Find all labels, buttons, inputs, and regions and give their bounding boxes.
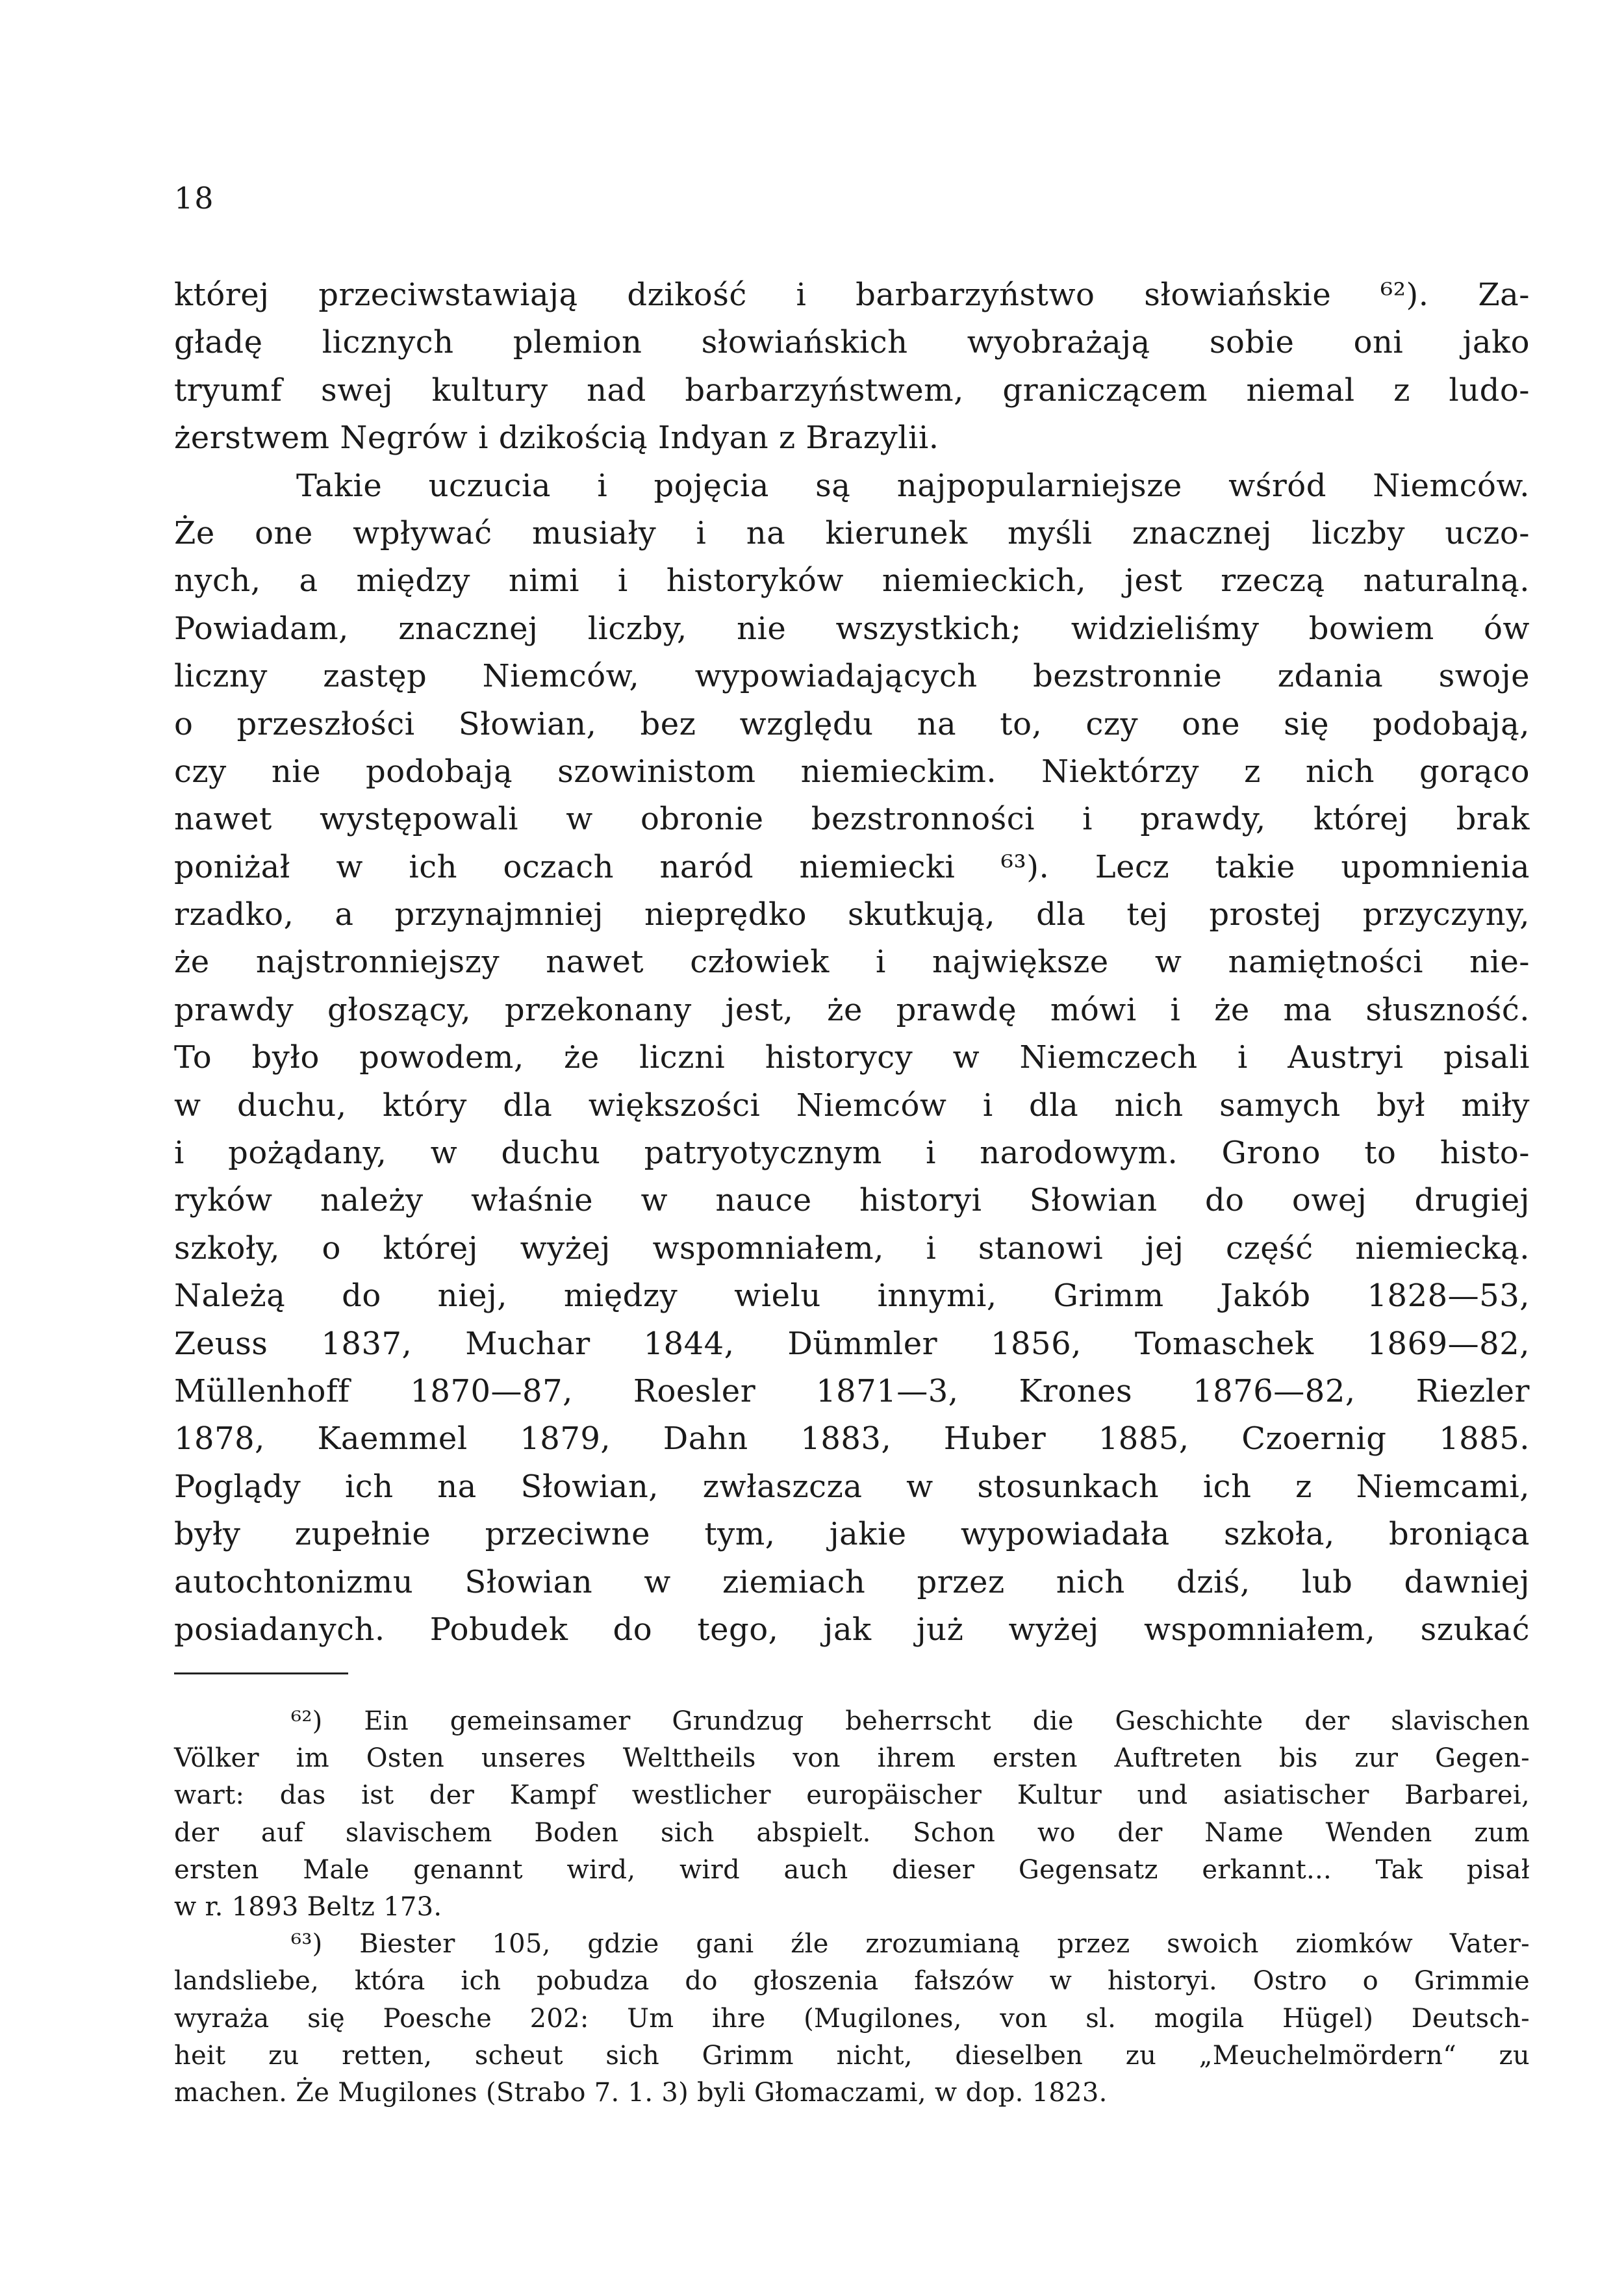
text-line: Zeuss 1837, Muchar 1844, Dümmler 1856, Tomaschek 1869—82, <box>174 1325 1530 1362</box>
text-line: żerstwem Negrów i dzikością Indyan z Brazylii. <box>174 420 939 457</box>
text-line: nawet występowali w obronie bezstronności i prawdy, której brak <box>174 801 1530 838</box>
footnotes <box>174 1703 1530 2112</box>
text-line: tryumf swej kultury nad barbarzyństwem, graniczącem niemal z ludo- <box>174 372 1530 409</box>
text-line: nych, a między nimi i historyków niemieckich, jest rzeczą naturalną. <box>174 562 1530 599</box>
text-line: Müllenhoff 1870—87, Roesler 1871—3, Krones 1876—82, Riezler <box>174 1372 1530 1409</box>
footnote-line: der auf slavischem Boden sich abspielt. Schon wo der Name Wenden zum <box>174 1817 1530 1848</box>
text-line: liczny zastęp Niemców, wypowiadających bezstronnie zdania swoje <box>174 658 1530 695</box>
text-line: autochtonizmu Słowian w ziemiach przez nich dziś, lub dawniej <box>174 1563 1530 1600</box>
footnote-line: ersten Male genannt wird, wird auch dieser Gegensatz erkannt... Tak pisał <box>174 1854 1530 1885</box>
text-line: poniżał w ich oczach naród niemiecki ⁶³). Lecz takie upomnienia <box>174 848 1530 885</box>
page-number: 18 <box>174 181 215 216</box>
footnote-line: ⁶³) Biester 105, gdzie gani źle zrozumianą przez swoich ziomków Vater- <box>291 1929 1530 1960</box>
text-line: której przeciwstawiają dzikość i barbarzyństwo słowiańskie ⁶²). Za- <box>174 277 1530 313</box>
text-line: rzadko, a przynajmniej nieprędko skutkują, dla tej prostej przyczyny, <box>174 896 1530 933</box>
footnote-line: landsliebe, która ich pobudza do głoszenia fałszów w historyi. Ostro o Grimmie <box>174 1966 1530 1997</box>
text-line: To było powodem, że liczni historycy w Niemczech i Austryi pisali <box>174 1039 1530 1076</box>
footnote-separator <box>174 1672 348 1674</box>
footnote-line: ⁶²) Ein gemeinsamer Grundzug beherrscht die Geschichte der slavischen <box>291 1706 1530 1736</box>
text-line: Należą do niej, między wielu innymi, Grimm Jakób 1828—53, <box>174 1278 1530 1315</box>
text-line: czy nie podobają szowinistom niemieckim. Niektórzy z nich gorąco <box>174 753 1530 790</box>
text-line: Że one wpływać musiały i na kierunek myśli znacznej liczby uczo- <box>174 514 1530 551</box>
footnote-line: machen. Że Mugilones (Strabo 7. 1. 3) byli Głomaczami, w dop. 1823. <box>174 2077 1108 2108</box>
text-line: 1878, Kaemmel 1879, Dahn 1883, Huber 1885, Czoernig 1885. <box>174 1420 1530 1457</box>
text-line: i pożądany, w duchu patryotycznym i narodowym. Grono to histo- <box>174 1135 1530 1172</box>
text-line: że najstronniejszy nawet człowiek i największe w namiętności nie- <box>174 944 1530 981</box>
footnote-line: heit zu retten, scheut sich Grimm nicht, dieselben zu „Meuchelmördern“ zu <box>174 2040 1530 2071</box>
text-line: prawdy głoszący, przekonany jest, że prawdę mówi i że ma słuszność. <box>174 991 1530 1028</box>
text-line: szkoły, o której wyżej wspomniałem, i stanowi jej część niemiecką. <box>174 1230 1530 1267</box>
text-line: były zupełnie przeciwne tym, jakie wypowiadała szkoła, broniąca <box>174 1516 1530 1553</box>
text-line: posiadanych. Pobudek do tego, jak już wyżej wspomniałem, szukać <box>174 1611 1530 1648</box>
text-line: gładę licznych plemion słowiańskich wyobrażają sobie oni jako <box>174 324 1530 361</box>
footnote-line: wyraża się Poesche 202: Um ihre (Mugilones, von sl. mogila Hügel) Deutsch- <box>174 2003 1530 2034</box>
text-line: w duchu, który dla większości Niemców i dla nich samych był miły <box>174 1087 1530 1124</box>
text-line: Poglądy ich na Słowian, zwłaszcza w stosunkach ich z Niemcami, <box>174 1468 1530 1505</box>
text-line: Powiadam, znacznej liczby, nie wszystkich; widzieliśmy bowiem ów <box>174 610 1530 647</box>
text-line: o przeszłości Słowian, bez względu na to, czy one się podobają, <box>174 705 1530 742</box>
footnote-line: w r. 1893 Beltz 173. <box>174 1891 442 1922</box>
footnote-line: wart: das ist der Kampf westlicher europäischer Kultur und asiatischer Barbarei, <box>174 1780 1530 1811</box>
text-line: ryków należy właśnie w nauce historyi Słowian do owej drugiej <box>174 1182 1530 1219</box>
footnote-line: Völker im Osten unseres Welttheils von ihrem ersten Auftreten bis zur Gegen- <box>174 1743 1530 1774</box>
main-text <box>174 271 1530 1654</box>
text-line: Takie uczucia i pojęcia są najpopularniejsze wśród Niemców. <box>296 467 1530 504</box>
